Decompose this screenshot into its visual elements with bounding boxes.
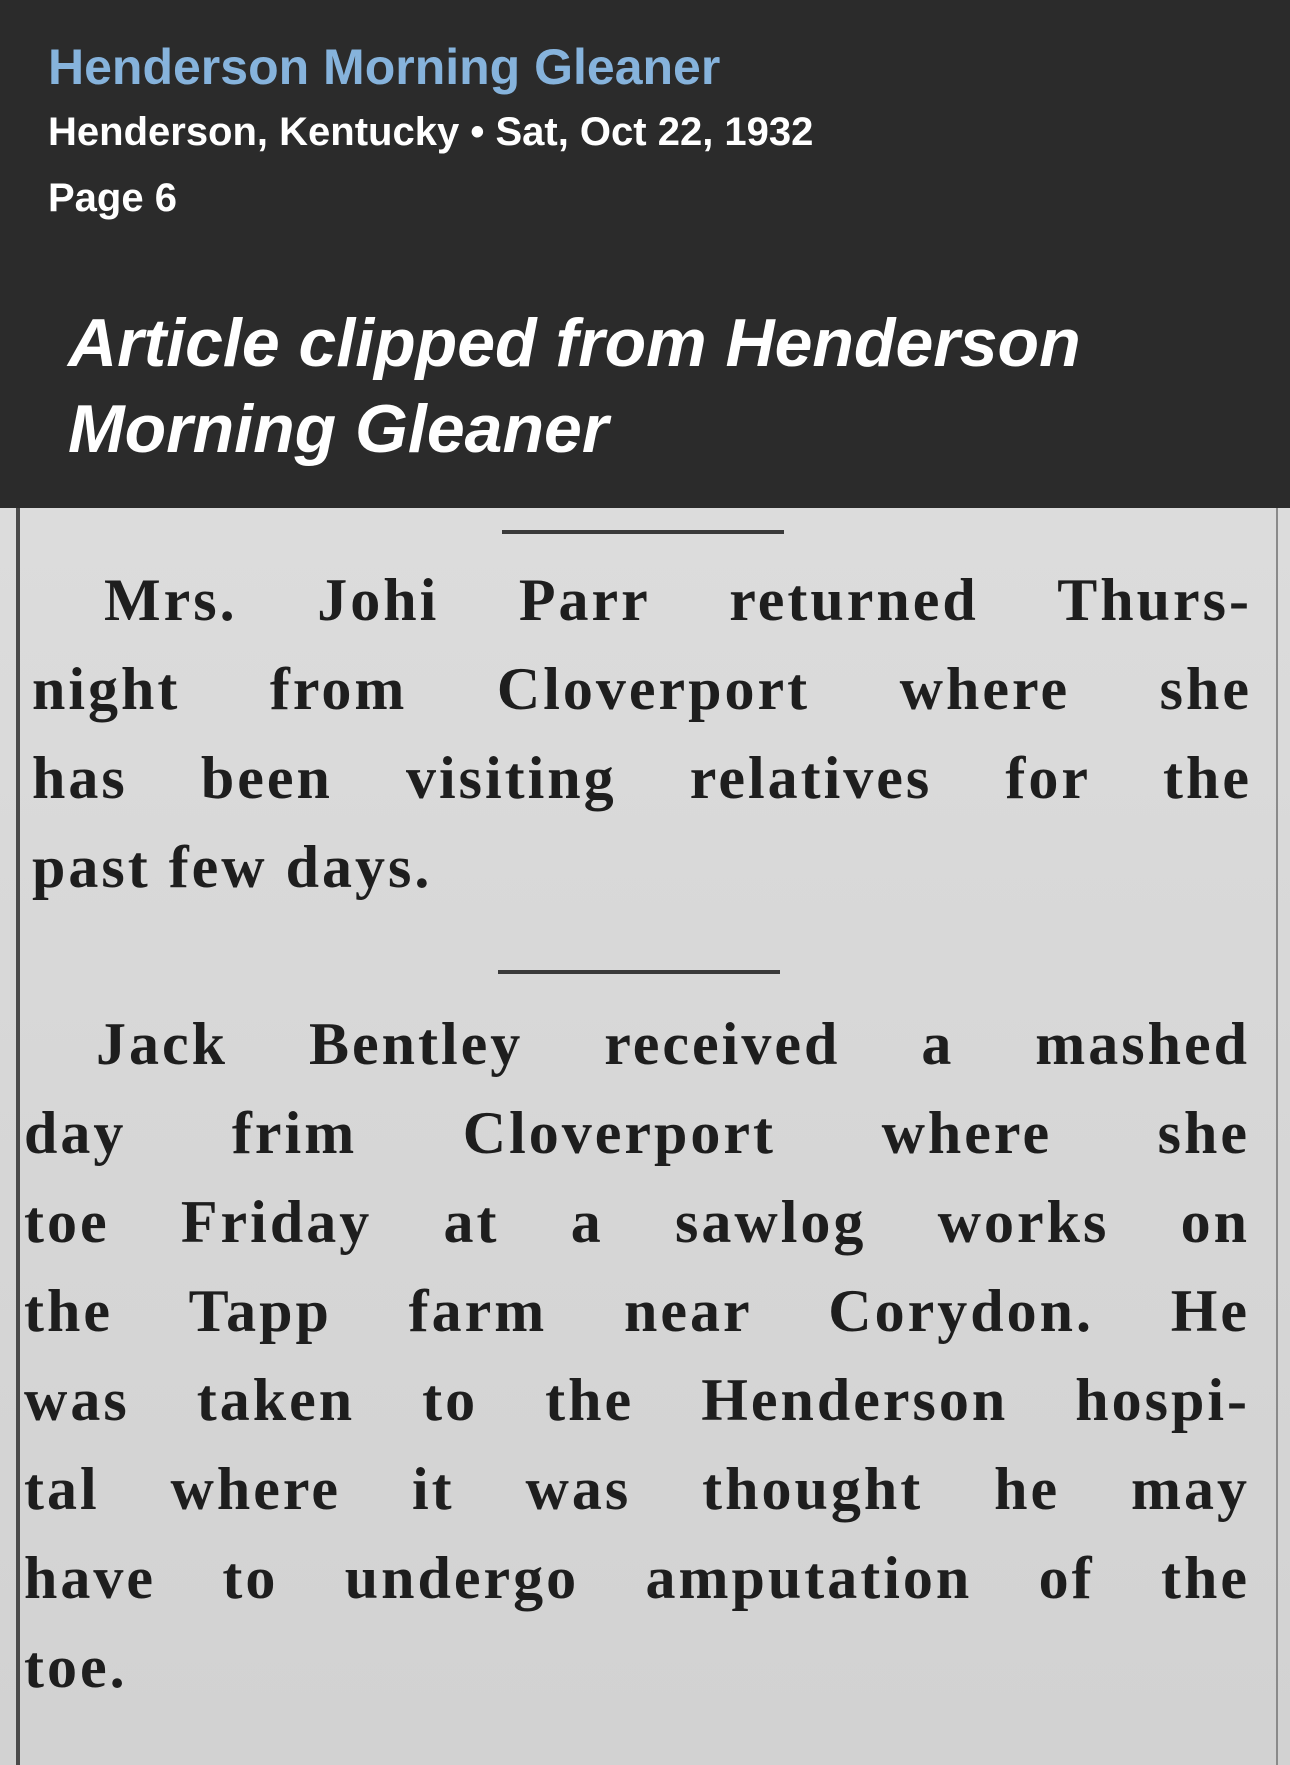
newspaper-title-link[interactable]: Henderson Morning Gleaner <box>48 39 721 95</box>
column-border-right <box>1276 508 1278 1765</box>
newspaper-clipping-image <box>0 508 1290 1765</box>
article-paragraph-parr <box>32 556 1252 912</box>
article-line: Mrs. Johi Parr returned Thurs- <box>104 567 1252 633</box>
clipping-header <box>0 0 1290 510</box>
separator-rule <box>502 530 784 534</box>
article-line: night from Cloverport where she <box>32 656 1252 722</box>
article-line: has been visiting relatives for the <box>32 745 1252 811</box>
article-paragraph-bentley <box>24 1000 1250 1712</box>
page-number: Page 6 <box>48 176 177 220</box>
article-line: Jack Bentley received a mashed <box>96 1011 1250 1077</box>
article-line: past few days. <box>32 834 433 900</box>
location-date: Henderson, Kentucky • Sat, Oct 22, 1932 <box>48 110 814 154</box>
article-line: was taken to the Henderson hospi- <box>24 1367 1250 1433</box>
separator-rule <box>498 970 780 974</box>
article-line: the Tapp farm near Corydon. He <box>24 1278 1250 1344</box>
article-line: toe Friday at a sawlog works on <box>24 1189 1250 1255</box>
article-line: tal where it was thought he may <box>24 1456 1250 1522</box>
article-line: have to undergo amputation of the <box>24 1545 1250 1611</box>
column-border-left <box>16 508 20 1765</box>
article-line: toe. <box>24 1634 128 1700</box>
clipping-caption: Article clipped from Henderson Morning Gleaner <box>68 305 1081 467</box>
article-line: day frim Cloverport where she <box>24 1100 1250 1166</box>
